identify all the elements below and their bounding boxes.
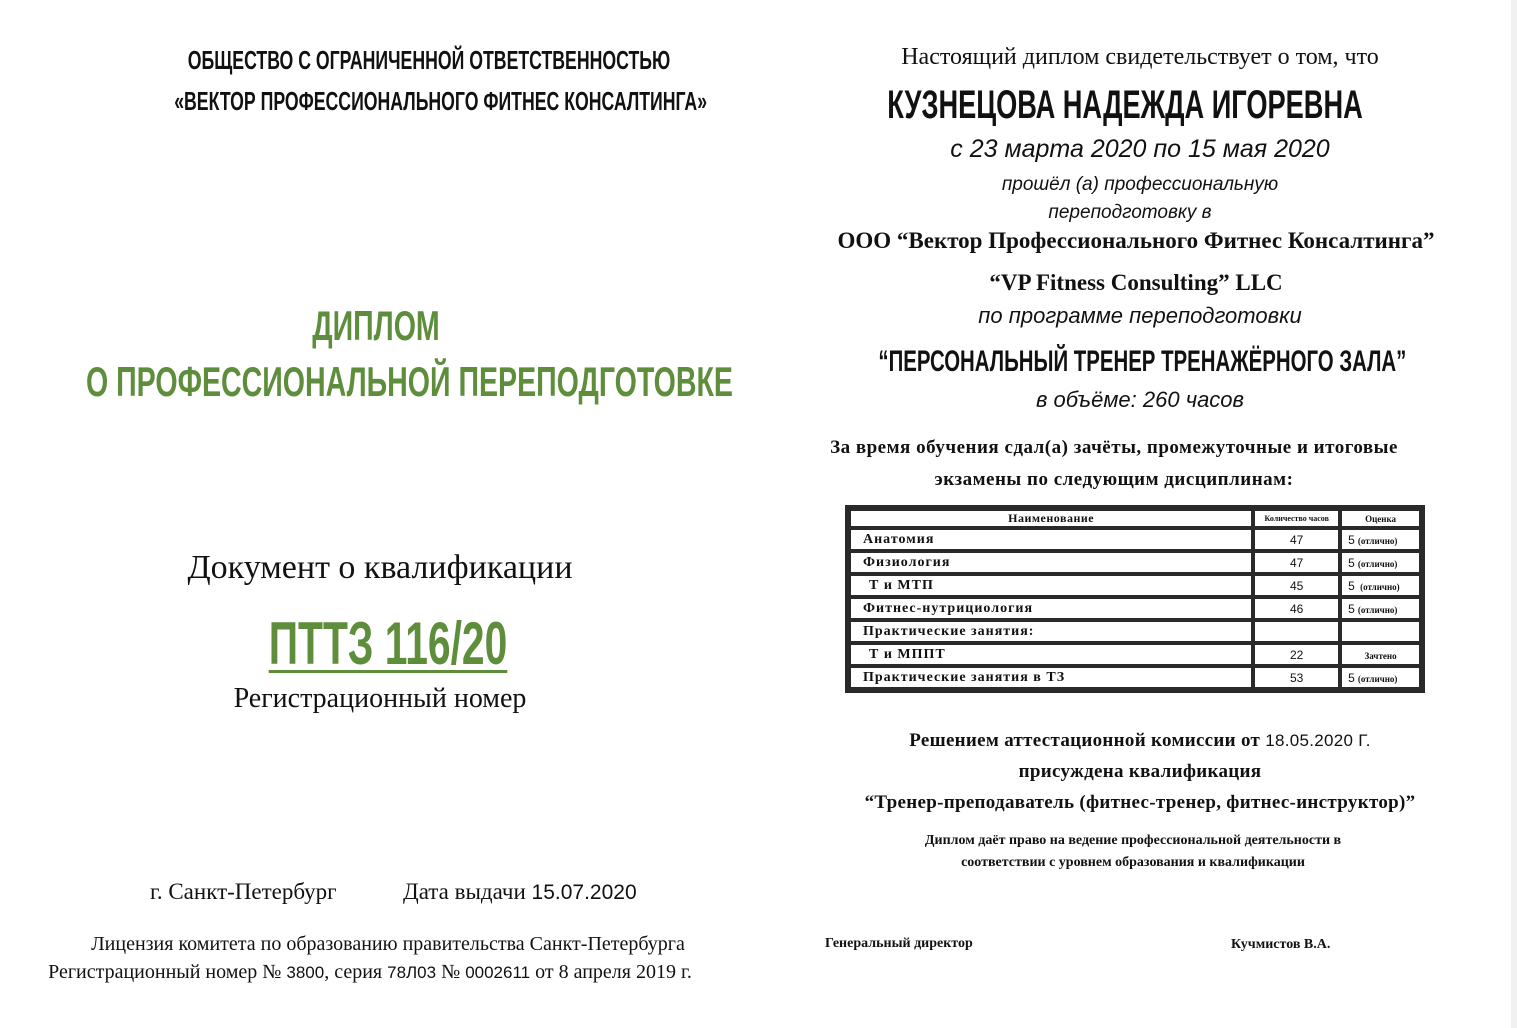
organization-ru: ООО “Вектор Профессионального Фитнес Консалтинга” <box>837 228 1435 253</box>
passed-line1: прошёл (а) профессиональную <box>1001 174 1279 195</box>
discipline-name: Физиология <box>849 551 1253 574</box>
exams-text-line2: экзамены по следующим дисциплинам: <box>934 469 1294 490</box>
program-label: по программе переподготовки <box>978 303 1302 328</box>
discipline-name: Анатомия <box>849 528 1253 551</box>
commission-decision <box>780 727 1500 755</box>
grade-value: 5 <box>1348 578 1355 593</box>
director-title: Генеральный директор <box>825 936 973 951</box>
rights-line1: Диплом даёт право на ведение профессиональной деятельности в <box>924 833 1342 848</box>
qualification-name: “Тренер-преподаватель (фитнес-тренер, фитнес-инструктор)” <box>864 792 1416 813</box>
issue-date-row <box>403 877 637 908</box>
issue-date-label: Дата выдачи <box>403 879 526 904</box>
license-no: 0002611 <box>465 963 531 982</box>
graduate-name: КУЗНЕЦОВА НАДЕЖДА ИГОРЕВНА <box>887 83 1363 127</box>
org-name-line1: ОБЩЕСТВО С ОГРАНИЧЕННОЙ ОТВЕТСТВЕННОСТЬЮ <box>187 45 671 75</box>
organization-en: “VP Fitness Consulting” LLC <box>989 270 1283 295</box>
discipline-grade <box>1340 666 1421 689</box>
certifies-intro: Настоящий диплом свидетельствует о том, что <box>901 44 1379 70</box>
disciplines-table-wrap <box>845 505 1425 693</box>
discipline-grade <box>1340 620 1421 643</box>
grade-note: (отлично) <box>1357 581 1400 592</box>
qualification-awarded: присуждена квалификация <box>1018 761 1262 782</box>
discipline-grade <box>1340 574 1421 597</box>
license-series: 78Л03 <box>387 963 437 982</box>
grade-value: 5 <box>1348 555 1355 570</box>
grade-note: Зачтено <box>1364 650 1397 661</box>
study-period: с 23 марта 2020 по 15 мая 2020 <box>950 135 1330 163</box>
discipline-name: Т и МППТ <box>849 643 1253 666</box>
decision-date: 18.05.2020 Г. <box>1265 731 1371 750</box>
disciplines-table <box>845 505 1425 693</box>
grade-note: (отлично) <box>1357 604 1398 615</box>
table-row <box>849 574 1421 597</box>
license-line1: Лицензия комитета по образованию правительства Санкт-Петербурга <box>91 933 685 955</box>
table-row <box>849 666 1421 689</box>
table-row <box>849 528 1421 551</box>
column-header-name: Наименование <box>849 509 1253 528</box>
program-name: “ПЕРСОНАЛЬНЫЙ ТРЕНЕР ТРЕНАЖЁРНОГО ЗАЛА” <box>878 345 1407 378</box>
discipline-hours: 47 <box>1253 528 1340 551</box>
discipline-name: Практические занятия в ТЗ <box>849 666 1253 689</box>
grade-value: 5 <box>1348 601 1355 616</box>
column-header-grade: Оценка <box>1340 509 1421 528</box>
discipline-grade <box>1340 597 1421 620</box>
discipline-grade <box>1340 551 1421 574</box>
passed-line2: переподготовку в <box>1048 202 1212 223</box>
rights-line2: соответствии с уровнем образования и квалификации <box>961 855 1305 870</box>
discipline-hours: 53 <box>1253 666 1340 689</box>
grade-note: (отлично) <box>1357 535 1398 546</box>
issue-date: 15.07.2020 <box>531 881 637 904</box>
table-header-row <box>849 509 1421 528</box>
discipline-grade <box>1340 528 1421 551</box>
grade-value: 5 <box>1348 670 1355 685</box>
table-row <box>849 620 1421 643</box>
program-volume: в объёме: 260 часов <box>1035 387 1245 412</box>
discipline-hours: 46 <box>1253 597 1340 620</box>
discipline-hours <box>1253 620 1340 643</box>
decision-text: Решением аттестационной комиссии от <box>909 730 1266 751</box>
column-header-hours: Количество часов <box>1253 509 1340 528</box>
discipline-hours: 45 <box>1253 574 1340 597</box>
discipline-name: Практические занятия: <box>849 620 1253 643</box>
grade-note: (отлично) <box>1357 558 1398 569</box>
discipline-name: Т и МТП <box>849 574 1253 597</box>
issue-city: г. Санкт-Петербург <box>150 879 337 904</box>
discipline-grade <box>1340 643 1421 666</box>
registration-number-label: Регистрационный номер <box>233 683 527 714</box>
scrollbar[interactable] <box>1511 0 1517 1028</box>
license-line2: Регистрационный номер № 3800, серия 78Л03 № 0002611 от 8 апреля 2019 г. <box>48 961 692 983</box>
table-row <box>849 551 1421 574</box>
discipline-hours: 22 <box>1253 643 1340 666</box>
exams-text-line1: За время обучения сдал(а) зачёты, промежуточные и итоговые <box>830 437 1398 458</box>
registration-number: ПТТЗ 116/20 <box>268 610 508 677</box>
discipline-hours: 47 <box>1253 551 1340 574</box>
license-number: 3800 <box>286 963 325 982</box>
diploma-subtitle: О ПРОФЕССИОНАЛЬНОЙ ПЕРЕПОДГОТОВКЕ <box>86 358 733 405</box>
grade-note: (отлично) <box>1357 673 1398 684</box>
diploma-title: ДИПЛОМ <box>312 302 440 349</box>
grade-value: 5 <box>1348 532 1355 547</box>
table-row <box>849 643 1421 666</box>
table-row <box>849 597 1421 620</box>
org-name-line2: «ВЕКТОР ПРОФЕССИОНАЛЬНОГО ФИТНЕС КОНСАЛТИНГА» <box>174 86 708 116</box>
discipline-name: Фитнес-нутрициология <box>849 597 1253 620</box>
director-name: Кучмистов В.А. <box>1231 937 1331 952</box>
document-qualification-label: Документ о квалификации <box>187 549 573 586</box>
